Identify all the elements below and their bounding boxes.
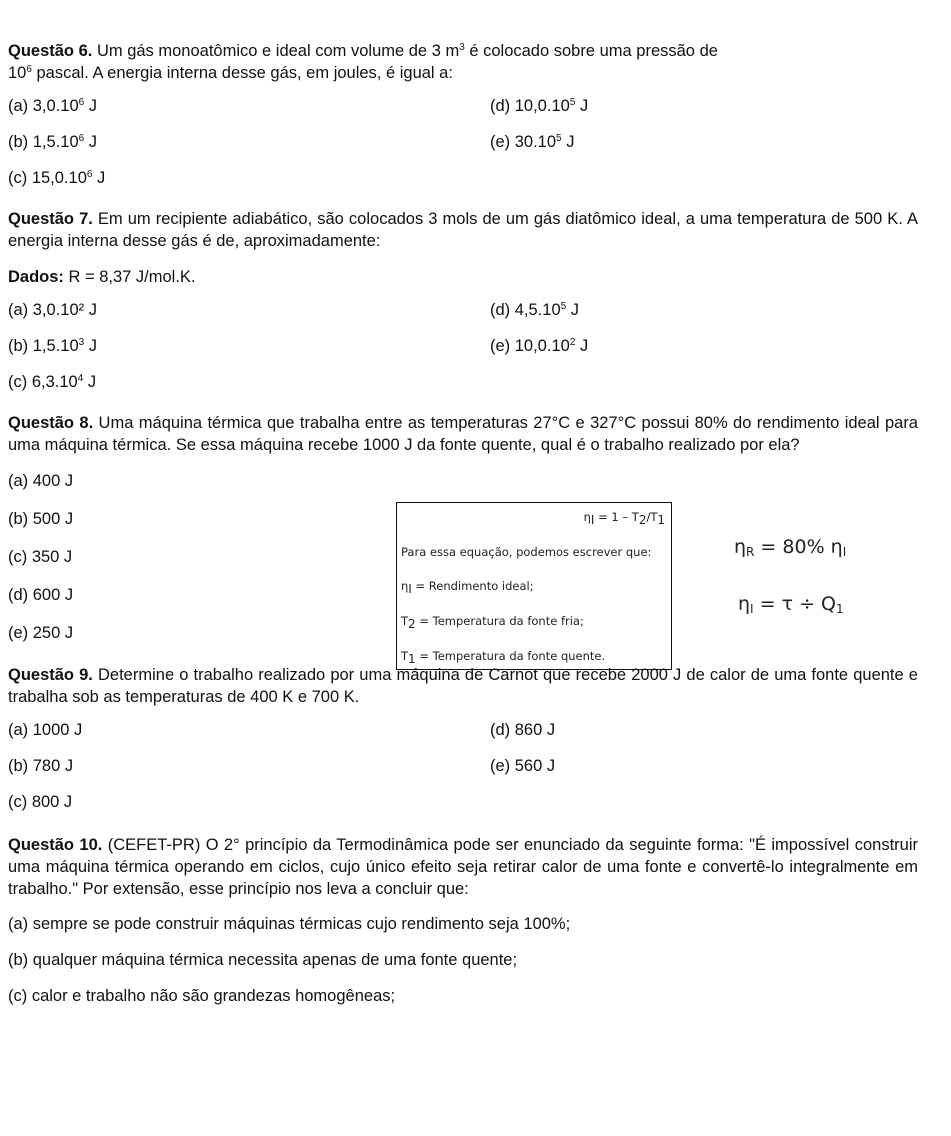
question-8-label: Questão 8. — [8, 414, 94, 432]
question-10-text — [8, 834, 918, 900]
question-7-dados — [8, 266, 918, 288]
q8-option-d: (d) 600 J — [8, 585, 74, 604]
q7-option-b: (b) 1,5.10$^3$ J — [8, 336, 98, 355]
question-6-text-a: Um gás monoatômico e ideal com volume de 3 m — [92, 42, 460, 60]
question-10-label: Questão 10. — [8, 836, 103, 854]
work-relation: $\eta_I = \tau \div Q_1$ — [738, 593, 844, 616]
q10-option-b: (b) qualquer máquina térmica necessita apenas de uma fonte quente; — [8, 950, 518, 969]
q6-option-d: (d) 10,0.10$^5$ J — [490, 96, 589, 115]
q9-option-a: (a) 1000 J — [8, 720, 83, 739]
question-9-label: Questão 9. — [8, 666, 93, 684]
formula-box — [396, 502, 672, 670]
efficiency-relation: $\eta_R = 80\%$ $\eta_I$ — [734, 536, 847, 559]
q7-option-c: (c) 6,3.10$^4$ J — [8, 372, 97, 391]
q8-option-e: (e) 250 J — [8, 623, 74, 642]
question-6-text-b: é colocado sobre uma pressão de — [464, 42, 718, 60]
q7-option-a: (a) 3,0.10² J — [8, 300, 97, 319]
q6-option-e: (e) 30.10$^5$ J — [490, 132, 575, 151]
question-9-body: Determine o trabalho realizado por uma máquina de Carnot que recebe 2000 J de calor de uma fonte quente e trabalha sob as temperaturas de 400 K e 700 K. — [8, 666, 918, 706]
q8-option-b: (b) 500 J — [8, 509, 74, 528]
q9-option-e: (e) 560 J — [490, 756, 556, 775]
question-10 — [8, 834, 918, 1014]
question-9 — [8, 664, 918, 820]
box-line-2: ηI = Rendimento ideal; — [401, 579, 534, 596]
question-6-sup-a: 3 — [459, 42, 465, 53]
q10-option-a: (a) sempre se pode construir máquinas térmicas cujo rendimento seja 100%; — [8, 914, 571, 933]
box-line-4: T1 = Temperatura da fonte quente. — [401, 649, 606, 666]
question-9-text — [8, 664, 918, 708]
q9-option-d: (d) 860 J — [490, 720, 556, 739]
question-10-body: (CEFET-PR) O 2° princípio da Termodinâmica pode ser enunciado da seguinte forma: "É impossível construir uma máquina térmica operando em ciclos, cujo único efeito seja retirar calor de uma fonte e convertê-lo integralmente em trabalho." Por extensão, esse princípio nos leva a concluir que: — [8, 836, 918, 898]
question-8-text — [8, 412, 918, 456]
dados-value: R = 8,37 J/mol.K. — [63, 268, 196, 286]
q6-option-a: (a) 3,0.10$^6$ J — [8, 96, 98, 115]
question-6-text-c: 10 — [8, 64, 27, 82]
question-6-text — [8, 40, 918, 84]
question-6-label: Questão 6. — [8, 42, 93, 60]
q9-option-c: (c) 800 J — [8, 792, 73, 811]
q10-option-c: (c) calor e trabalho não são grandezas homogêneas; — [8, 986, 396, 1005]
question-6-sup-c: 6 — [26, 64, 32, 75]
box-line-3: T2 = Temperatura da fonte fria; — [401, 614, 584, 631]
question-8-body: Uma máquina térmica que trabalha entre as temperaturas 27°C e 327°C possui 80% do rendimento ideal para uma máquina térmica. Se essa máquina recebe 1000 J da fonte quente, qual é o trabalho realizado por ela? — [8, 414, 918, 454]
question-6 — [8, 40, 918, 196]
q6-option-b: (b) 1,5.10$^6$ J — [8, 132, 98, 151]
q8-option-a: (a) 400 J — [8, 471, 74, 490]
q9-option-b: (b) 780 J — [8, 756, 74, 775]
question-7-text — [8, 208, 918, 252]
formula-ideal-efficiency: ηI = 1 – T2/T1 — [583, 510, 665, 527]
question-7-body: Em um recipiente adiabático, são colocados 3 mols de um gás diatômico ideal, a uma temperatura de 500 K. A energia interna desse gás é de, aproximadamente: — [8, 210, 918, 250]
q6-option-c: (c) 15,0.10$^6$ J — [8, 168, 106, 187]
question-6-text-d: pascal. A energia interna desse gás, em joules, é igual a: — [31, 64, 453, 82]
q8-option-c: (c) 350 J — [8, 547, 73, 566]
question-7-label: Questão 7. — [8, 210, 93, 228]
question-7 — [8, 208, 918, 400]
dados-label: Dados: — [8, 268, 64, 286]
q7-option-d: (d) 4,5.10$^5$ J — [490, 300, 580, 319]
box-line-1: Para essa equação, podemos escrever que: — [401, 545, 652, 559]
q7-option-e: (e) 10,0.10$^2$ J — [490, 336, 589, 355]
